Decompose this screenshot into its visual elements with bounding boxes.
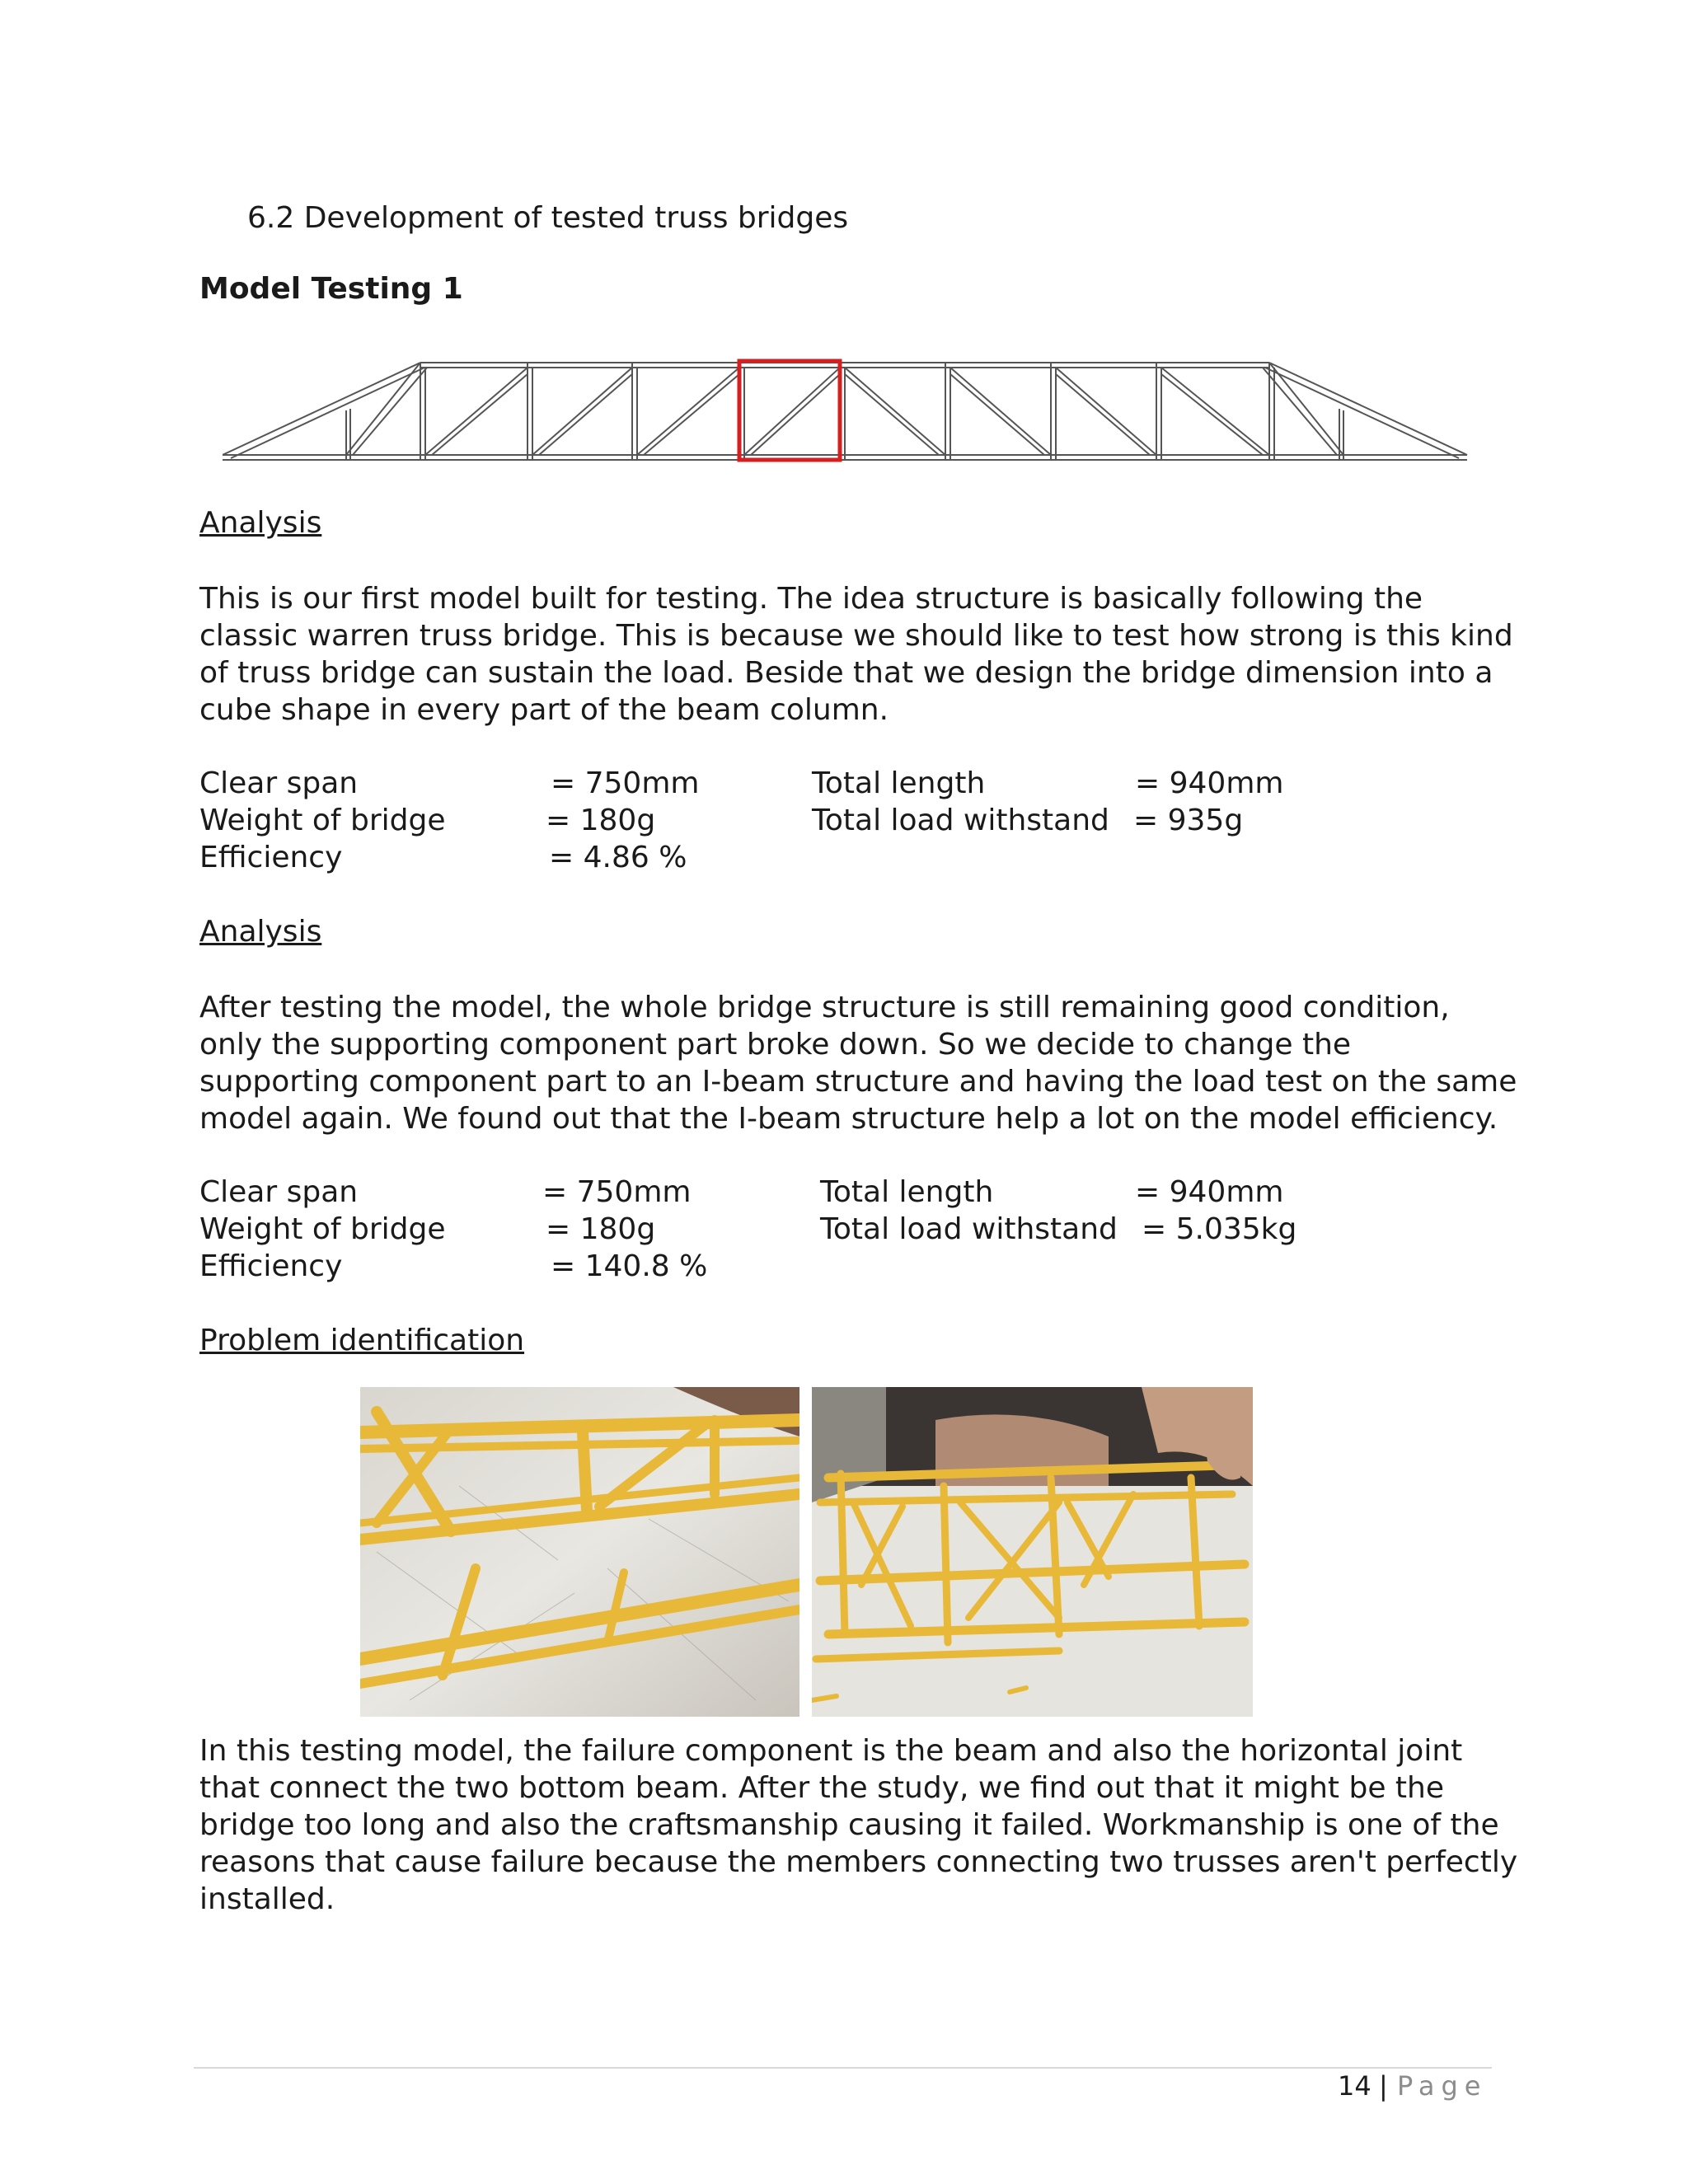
- total-length-label: Total length: [820, 1175, 994, 1209]
- total-length-value: = 940mm: [1135, 1175, 1284, 1209]
- truss-bridge-diagram: [223, 354, 1471, 470]
- efficiency-label: Efficiency: [199, 1249, 343, 1283]
- total-length-label: Total length: [812, 766, 986, 800]
- footer-separator: |: [1379, 2070, 1388, 2102]
- efficiency-value: = 4.86 %: [549, 841, 687, 874]
- weight-value: = 180g: [546, 1212, 656, 1246]
- problem-heading: Problem identification: [199, 1324, 525, 1357]
- analysis-heading-1: Analysis: [199, 506, 322, 540]
- load-value: = 935g: [1133, 804, 1244, 837]
- analysis-paragraph-1: This is our first model built for testing. The idea structure is basically following the classic warren truss bridge. This is because we should like to test how strong is this kind of truss bridge can sustain the load. Beside that we design the bridge dimension into a cube shape in every part of the beam column.: [199, 582, 1513, 727]
- failure-photo-2: [812, 1387, 1253, 1717]
- load-value: = 5.035kg: [1142, 1212, 1297, 1246]
- failure-photo-1: [360, 1387, 799, 1717]
- truss-lines: [223, 363, 1467, 460]
- page-number: 14: [1338, 2070, 1372, 2102]
- model-title: Model Testing 1: [199, 272, 463, 306]
- page-label: Page: [1397, 2070, 1488, 2102]
- problem-paragraph: In this testing model, the failure component is the beam and also the horizontal joint that connect the two bottom beam. After the study, we find out that it might be the bridge too long and also the craftsmanship causing it failed. Workmanship is one of the reasons that cause failure because the members connecting two trusses aren't perfectly installed.: [199, 1734, 1518, 1916]
- section-heading: 6.2 Development of tested truss bridges: [247, 201, 849, 235]
- load-label: Total load withstand: [812, 804, 1109, 837]
- clear-span-label: Clear span: [199, 1175, 359, 1209]
- clear-span-label: Clear span: [199, 766, 359, 800]
- analysis-heading-2: Analysis: [199, 915, 322, 949]
- analysis-paragraph-2: After testing the model, the whole bridge structure is still remaining good condition, only the supporting component part broke down. So we decide to change the supporting component part to an I-beam structure and having the load test on the same model again. We found out that the I-beam structure help a lot on the model efficiency.: [199, 991, 1517, 1136]
- load-label: Total load withstand: [820, 1212, 1118, 1246]
- efficiency-label: Efficiency: [199, 841, 343, 874]
- efficiency-value: = 140.8 %: [551, 1249, 708, 1283]
- footer-divider: [194, 2067, 1492, 2069]
- total-length-value: = 940mm: [1135, 766, 1284, 800]
- weight-value: = 180g: [546, 804, 656, 837]
- clear-span-value: = 750mm: [551, 766, 700, 800]
- clear-span-value: = 750mm: [542, 1175, 692, 1209]
- weight-label: Weight of bridge: [199, 804, 446, 837]
- weight-label: Weight of bridge: [199, 1212, 446, 1246]
